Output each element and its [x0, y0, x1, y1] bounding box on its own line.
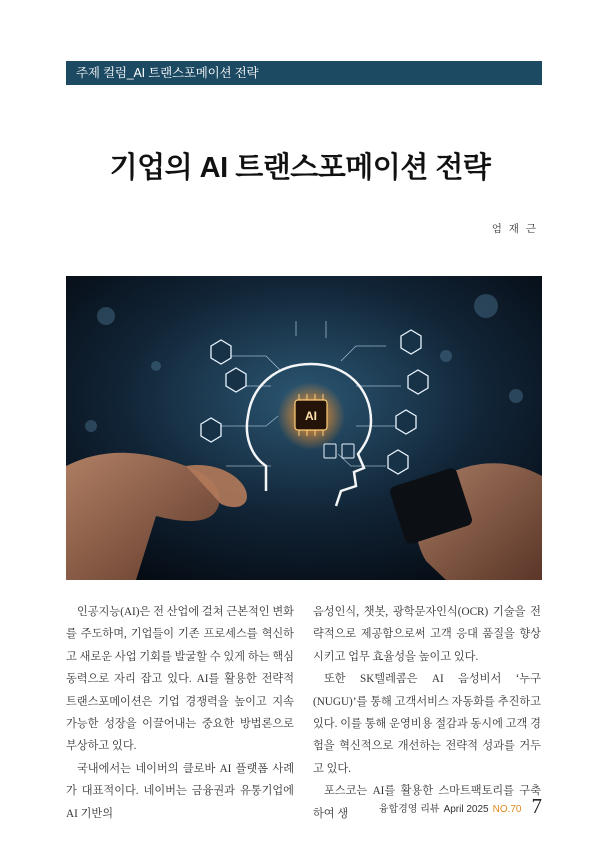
- body-paragraph: 포스코는 AI를 활용한 스마트팩토리를 구축하여 생: [313, 785, 541, 820]
- section-header-bar: [66, 61, 542, 85]
- body-column-left: [66, 601, 294, 825]
- body-paragraph: 인공지능(AI)은 전 산업에 걸쳐 근본적인 변화를 주도하며, 기업들이 기존 프로세스를 혁신하고 새로운 사업 기회를 발굴할 수 있게 하는 핵심 동력으로 자리 잡고 있다. AI를 활용한 전략적 트랜스포메이션은 기업 경쟁력을 높이고 지속 가능한 성장을 이끌어내는 중요한 방법론으로 부상하고 있다.: [66, 606, 294, 753]
- section-label: 주제 컬럼_AI 트랜스포메이션 전략: [76, 66, 259, 80]
- page-footer: [378, 794, 542, 818]
- publication-name: 융합경영 리뷰: [378, 804, 440, 815]
- body-paragraph: 또한 SK텔레콤은 AI 음성비서 ‘누구(NUGU)’를 통해 고객서비스 자동화를 추진하고 있다. 이를 통해 운영비용 절감과 동시에 고객 경험을 혁신적으로 개선하는 전략적 성과를 거두고 있다.: [313, 673, 541, 775]
- issue-number: NO.70: [492, 804, 522, 815]
- body-paragraph: 국내에서는 네이버의 클로바 AI 플랫폼 사례가 대표적이다. 네이버는 금융권과 유통기업에 AI 기반의: [66, 762, 294, 820]
- page-number: 7: [531, 794, 542, 818]
- issue-date: April 2025: [443, 804, 489, 815]
- author-name: 엄 재 근: [491, 223, 538, 235]
- body-column-right: [313, 601, 541, 825]
- ai-head-illustration: [66, 276, 542, 580]
- hero-image: [66, 276, 542, 580]
- article-title: 기업의 AI 트랜스포메이션 전략: [109, 152, 491, 184]
- body-paragraph: 음성인식, 챗봇, 광학문자인식(OCR) 기술을 전략적으로 제공함으로써 고객 응대 품질을 향상시키고 업무 효율성을 높이고 있다.: [313, 606, 541, 663]
- chip-ai-label: AI: [305, 409, 317, 423]
